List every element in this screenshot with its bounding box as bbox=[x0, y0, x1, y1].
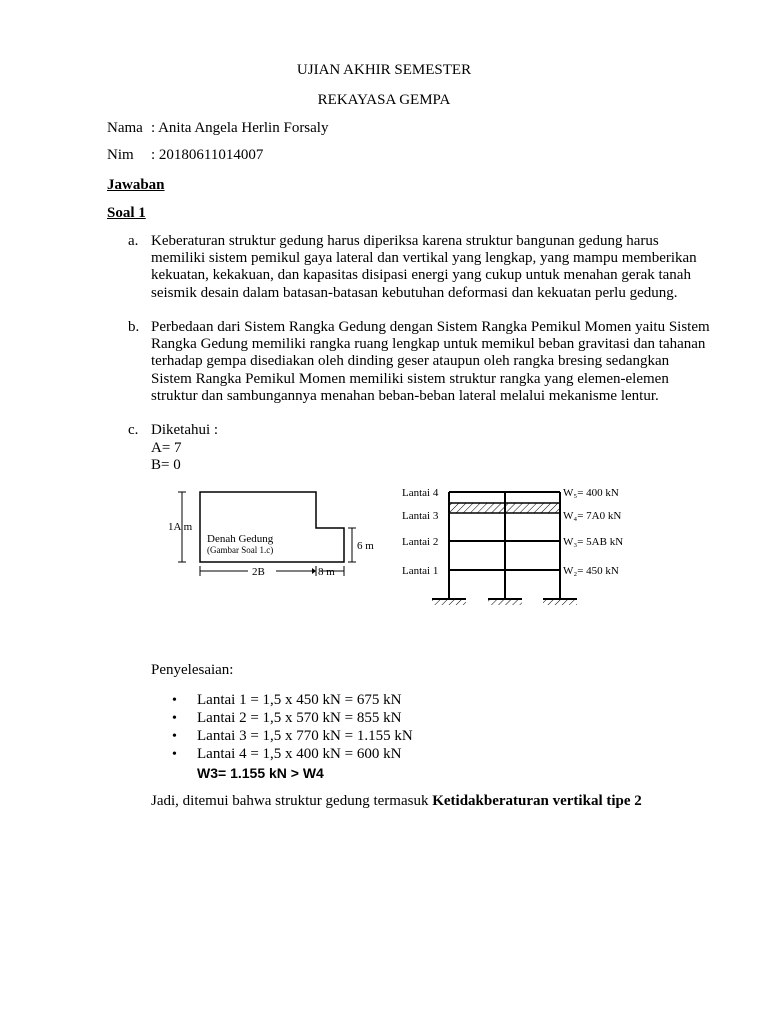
bullet-item: Lantai 1 = 1,5 x 450 kN = 675 kN bbox=[197, 692, 402, 708]
solution-heading: Penyelesaian: bbox=[151, 662, 234, 678]
building-plan-figure bbox=[160, 482, 390, 582]
support-right bbox=[543, 599, 577, 605]
answer-heading: Jawaban bbox=[107, 177, 165, 193]
bullet-symbol: • bbox=[172, 747, 177, 762]
name-label: Nama bbox=[107, 120, 143, 136]
load-label-w3: W₃= 5AB kN bbox=[563, 536, 624, 548]
conclusion-text: Jadi, ditemui bahwa struktur gedung termasuk bbox=[151, 793, 433, 809]
support-left bbox=[432, 599, 466, 605]
plan-label: Denah Gedung bbox=[207, 533, 274, 545]
conclusion bbox=[151, 793, 642, 810]
load-label-w4: W₄= 7A0 kN bbox=[563, 510, 622, 522]
floor-label-3: Lantai 3 bbox=[402, 510, 439, 522]
plan-height-label: 1A m bbox=[168, 521, 193, 533]
nim-label: Nim bbox=[107, 147, 134, 163]
plan-bottom-left-label: 2B bbox=[252, 566, 265, 578]
item-c-text: Diketahui : bbox=[151, 422, 219, 438]
plan-bottom-right-label: 8 m bbox=[318, 566, 335, 578]
bullet-symbol: • bbox=[172, 693, 177, 708]
item-c-marker: c. bbox=[128, 422, 139, 438]
given-a: A= 7 bbox=[151, 440, 182, 456]
name-value: : Anita Angela Herlin Forsaly bbox=[151, 120, 329, 136]
plan-right-label: 6 m bbox=[357, 540, 374, 552]
item-a-text: Keberaturan struktur gedung harus diperiksa karena struktur bangunan gedung harus memiliki sistem pemikul gaya lateral dan vertikal yang lengkap, yang mampu memberikan kekuatan, kekakuan, dan kapasitas disipasi energi yang cukup untuk menahan gerak tanah seismik desain dalam batasan-batasan kebutuhan deformasi dan kekuatan perlu gedung. bbox=[151, 233, 697, 301]
given-b: B= 0 bbox=[151, 457, 181, 473]
bullet-item: Lantai 2 = 1,5 x 570 kN = 855 kN bbox=[197, 710, 402, 726]
bullet-item: Lantai 4 = 1,5 x 400 kN = 600 kN bbox=[197, 746, 402, 762]
support-middle bbox=[488, 599, 522, 605]
load-label-w2: W₂= 450 kN bbox=[563, 565, 619, 577]
bullet-symbol: • bbox=[172, 711, 177, 726]
bullet-symbol: • bbox=[172, 729, 177, 744]
floor-label-4: Lantai 4 bbox=[402, 487, 439, 499]
solution-result: W3= 1.155 kN > W4 bbox=[197, 765, 324, 781]
plan-caption: (Gambar Soal 1.c) bbox=[207, 545, 274, 555]
floor-label-2: Lantai 2 bbox=[402, 536, 439, 548]
item-b-text: Perbedaan dari Sistem Rangka Gedung dengan Sistem Rangka Pemikul Momen yaitu Sistem Rangka Gedung memiliki rangka ruang lengkap untuk memikul beban gravitasi dan tahanan terhadap gempa disediakan oleh dinding geser ataupun oleh rangka bresing sedangkan Sistem Rangka Pemikul Momen memiliki sistem struktur rangka yang elemen-elemen struktur dan sambungannya menahan beban-beban lateral melalui mekanisme lentur. bbox=[151, 319, 710, 404]
document-title: UJIAN AKHIR SEMESTER bbox=[296, 62, 472, 78]
load-label-w5: W₅= 400 kN bbox=[563, 487, 619, 499]
frame-elevation-figure bbox=[398, 482, 648, 612]
item-b-marker: b. bbox=[128, 319, 140, 335]
bullet-item: Lantai 3 = 1,5 x 770 kN = 1.155 kN bbox=[197, 728, 413, 744]
document-subtitle: REKAYASA GEMPA bbox=[317, 92, 451, 108]
item-a-marker: a. bbox=[128, 233, 139, 249]
beam-floor-3 bbox=[449, 503, 560, 513]
question-heading: Soal 1 bbox=[107, 205, 146, 221]
conclusion-emphasis: Ketidakberaturan vertikal tipe 2 bbox=[432, 793, 642, 809]
nim-value: : 20180611014007 bbox=[151, 147, 264, 163]
floor-label-1: Lantai 1 bbox=[402, 565, 439, 577]
